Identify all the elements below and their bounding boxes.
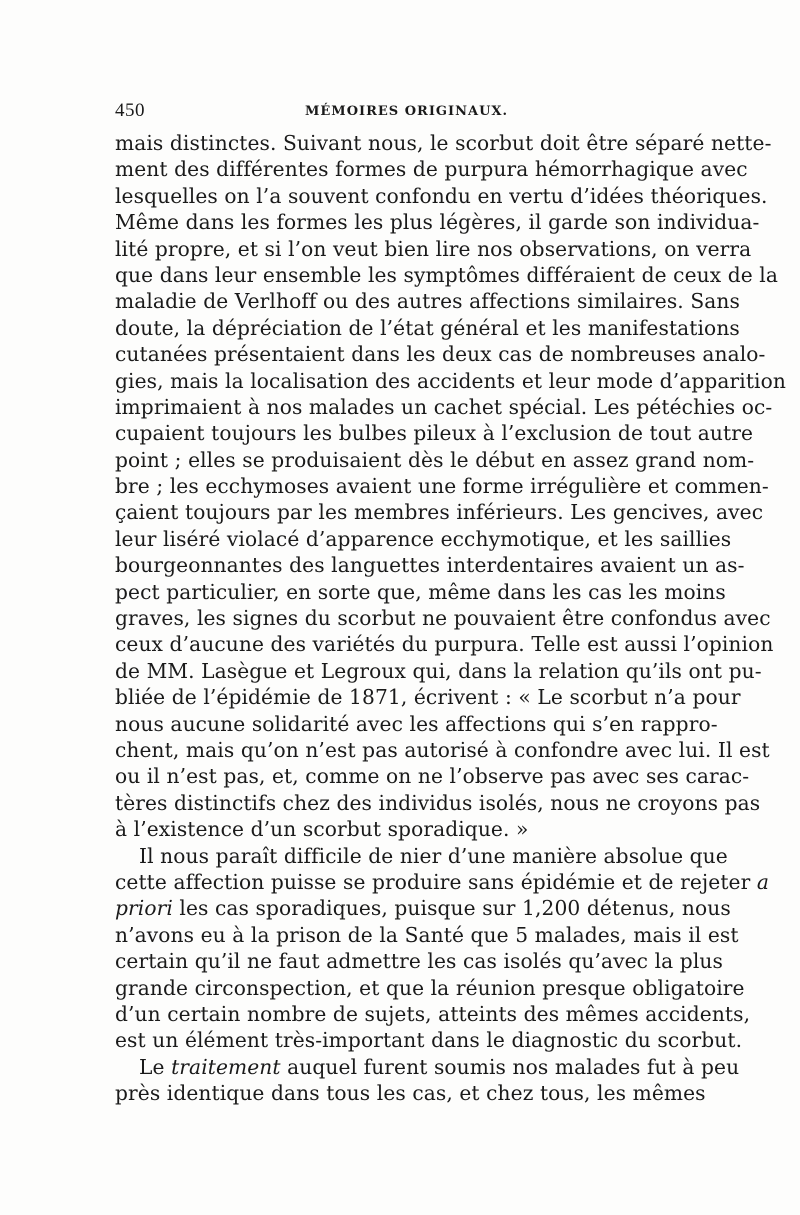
text-line: bre ; les ecchymoses avaient une forme irrégulière et commen- — [115, 474, 769, 499]
text-line: ment des différentes formes de purpura hémorrhagique avec — [115, 157, 748, 182]
text-line: tères distinctifs chez des individus isolés, nous ne croyons pas — [115, 790, 761, 815]
text-line: Même dans les formes les plus légères, il garde son individua- — [115, 210, 760, 235]
text-line: doute, la dépréciation de l’état général et les manifestations — [115, 315, 740, 340]
text-line: mais distinctes. Suivant nous, le scorbut doit être séparé nette- — [115, 131, 772, 155]
text-line: certain qu’il ne faut admettre les cas isolés qu’avec la plus — [115, 949, 723, 974]
text-line — [115, 895, 731, 921]
text-line: cutanées présentaient dans les deux cas de nombreuses analo- — [115, 342, 766, 367]
text-line: n’avons eu à la prison de la Santé que 5 malades, mais il est — [115, 922, 739, 947]
text-line: que dans leur ensemble les symptômes différaient de ceux de la — [115, 262, 778, 287]
text-segment: Le — [139, 1054, 165, 1079]
text-line: lité propre, et si l’on veut bien lire nos observations, on verra — [115, 236, 752, 261]
text-line — [115, 1054, 740, 1080]
text-line: Il nous paraît difficile de nier d’une manière absolue que — [139, 843, 728, 868]
text-line: maladie de Verlhoff ou des autres affections similaires. Sans — [115, 289, 740, 314]
text-line: graves, les signes du scorbut ne pouvaient être confondus avec — [115, 606, 771, 631]
italic-text: traitement — [171, 1054, 281, 1079]
text-segment: cette affection puisse se produire sans épidémie et de rejeter — [115, 869, 751, 894]
text-line: lesquelles on l’a souvent confondu en vertu d’idées théoriques. — [115, 183, 768, 208]
text-line: grande circonspection, et que la réunion presque obligatoire — [115, 975, 745, 1000]
italic-text: priori — [115, 896, 173, 921]
page-header — [115, 100, 687, 128]
page-number: 450 — [115, 100, 145, 121]
italic-text: a — [756, 869, 770, 894]
text-line: bliée de l’épidémie de 1871, écrivent : « Le scorbut n’a pour — [115, 685, 741, 710]
text-line — [115, 869, 770, 895]
body-text — [115, 130, 786, 1106]
text-line: bourgeonnantes des languettes interdentaires avaient un as- — [115, 553, 745, 578]
text-line: à l’existence d’un scorbut sporadique. » — [115, 817, 529, 842]
text-line: d’un certain nombre de sujets, atteints des mêmes accidents, — [115, 1001, 751, 1026]
text-line: pect particulier, en sorte que, même dans les cas les moins — [115, 579, 726, 604]
text-segment: auquel furent soumis nos malades fut à peu — [287, 1054, 740, 1079]
text-line: point ; elles se produisaient dès le début en assez grand nom- — [115, 447, 755, 472]
text-segment: les cas sporadiques, puisque sur 1,200 détenus, nous — [179, 896, 731, 921]
text-line: leur liséré violacé d’apparence ecchymotique, et les saillies — [115, 526, 732, 551]
text-line: ou il n’est pas, et, comme on ne l’observe pas avec ses carac- — [115, 764, 750, 789]
text-line: est un élément très-important dans le diagnostic du scorbut. — [115, 1028, 743, 1053]
text-line: chent, mais qu’on n’est pas autorisé à confondre avec lui. Il est — [115, 737, 770, 762]
text-line: gies, mais la localisation des accidents et leur mode d’apparition — [115, 368, 786, 393]
text-line: cupaient toujours les bulbes pileux à l’exclusion de tout autre — [115, 421, 754, 446]
text-line: près identique dans tous les cas, et chez tous, les mêmes — [115, 1081, 706, 1106]
text-line: imprimaient à nos malades un cachet spécial. Les pétéchies oc- — [115, 394, 773, 419]
text-line: ceux d’aucune des variétés du purpura. Telle est aussi l’opinion — [115, 632, 774, 657]
text-line: nous aucune solidarité avec les affections qui s’en rappro- — [115, 711, 718, 736]
text-line: çaient toujours par les membres inférieurs. Les gencives, avec — [115, 500, 764, 525]
running-head: MÉMOIRES ORIGINAUX. — [305, 104, 509, 119]
text-line: de MM. Lasègue et Legroux qui, dans la relation qu’ils ont pu- — [115, 658, 762, 683]
